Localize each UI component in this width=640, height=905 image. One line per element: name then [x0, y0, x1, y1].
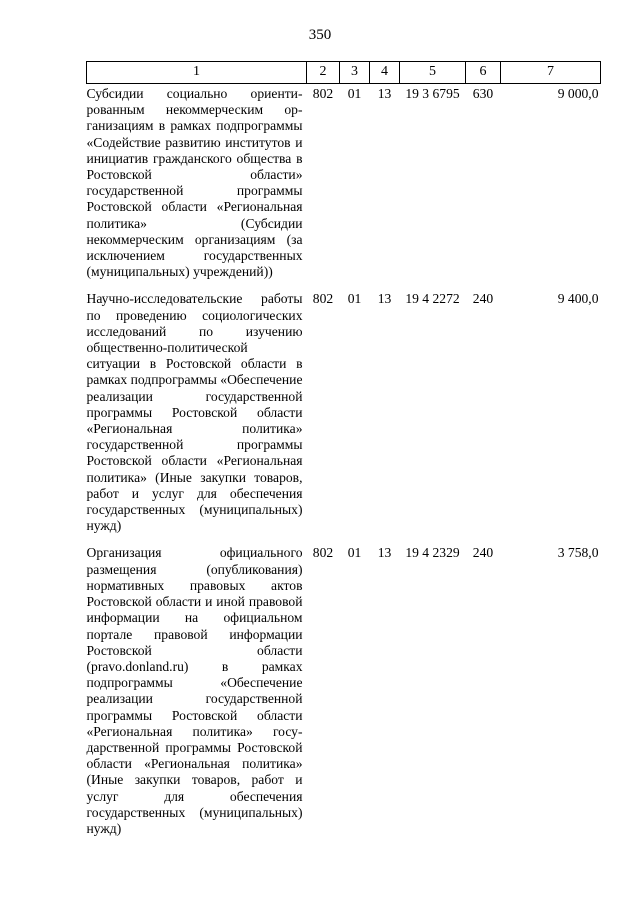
header-col-7: 7 [501, 62, 601, 84]
header-col-4: 4 [370, 62, 400, 84]
page-number: 350 [308, 27, 332, 43]
header-col-2: 2 [307, 62, 340, 84]
header-col-6: 6 [466, 62, 501, 84]
header-col-3: 3 [340, 62, 370, 84]
row-ministry-code: 802 [312, 291, 334, 307]
row-amount: 9 000,0 [557, 86, 599, 101]
table-row [87, 280, 601, 534]
table-row [87, 84, 601, 281]
row-target-code: 19 4 2272 [405, 291, 460, 307]
row-section-code: 01 [347, 545, 362, 561]
header-row [87, 62, 601, 84]
row-amount: 3 758,0 [557, 545, 599, 561]
row-ministry-code: 802 [312, 545, 334, 561]
row-subsection-code: 13 [377, 86, 392, 101]
row-description: Организация официального размещения (опубликования) нормативных правовых актов Ростовской области и иной правовой информации на официальном портале правовой информации Ростовской области (pravo.donland.ru) в рамках подпрограммы «Обеспечение реализации государственной программы Ростовской области «Региональная политика» государственной программы Ростовской области «Региональная политика» (Иные закупки товаров, работ и услуг для обеспечения государственных (муниципальных) нужд) [86, 545, 303, 836]
row-target-code: 19 4 2329 [405, 545, 460, 561]
table-row [87, 534, 601, 837]
row-expense-type: 240 [472, 545, 494, 561]
row-section-code: 01 [347, 291, 362, 307]
row-expense-type: 630 [472, 86, 494, 101]
row-section-code: 01 [347, 86, 362, 101]
row-ministry-code: 802 [312, 86, 334, 101]
row-description: Субсидии социально ориентированным некоммерческим организациям в рамках подпрограммы «Содействие развитию институтов и инициатив гражданского общества в Ростовской области» государственной программы Ростовской области «Региональная политика» (Субсидии некоммерческим организациям (за исключением государственных (муниципальных) учреждений)) [86, 86, 303, 280]
row-target-code: 19 3 6795 [405, 86, 460, 101]
row-amount: 9 400,0 [557, 291, 599, 307]
row-description: Научно-исследовательские работы по проведению социологических исследований по изучению общественно-политической ситуации в Ростовской области в рамках подпрограммы «Обеспечение реализации государственной программы Ростовской области «Региональная политика» государственной программы Ростовской области «Региональная политика» (Иные закупки товаров, работ и услуг для обеспечения государственных (муниципальных) нужд) [86, 291, 303, 534]
row-subsection-code: 13 [377, 291, 392, 307]
budget-table [86, 61, 601, 837]
header-col-5: 5 [400, 62, 466, 84]
header-col-1: 1 [87, 62, 307, 84]
row-subsection-code: 13 [377, 545, 392, 561]
row-expense-type: 240 [472, 291, 494, 307]
